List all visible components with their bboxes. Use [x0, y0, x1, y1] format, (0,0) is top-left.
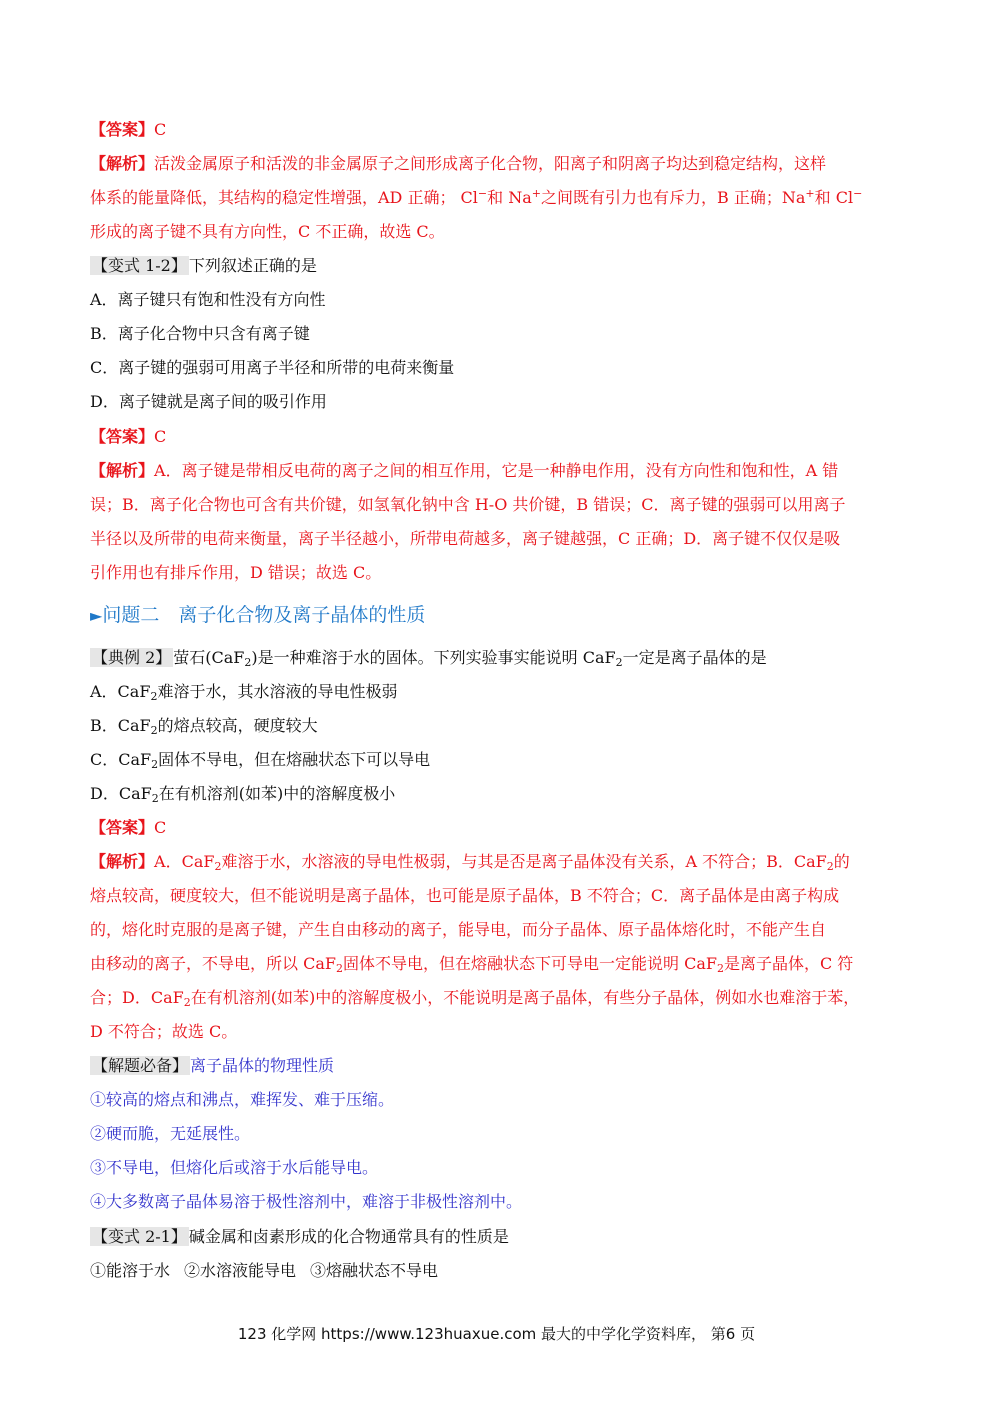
- analysis-text: 难溶于水，水溶液的导电性极弱，与其是否是离子晶体没有关系，A 不符合；B．CaF: [221, 852, 827, 871]
- subscript: 2: [151, 758, 159, 771]
- analysis-text: 合；D．CaF: [90, 988, 184, 1007]
- ion-charge: −: [853, 187, 863, 200]
- variant-2-1-question: [90, 1226, 920, 1248]
- answer-line: [90, 119, 920, 141]
- option-b: B．离子化合物中只含有离子键: [90, 324, 310, 343]
- analysis-line-4: 引作用也有排斥作用，D 错误；故选 C。: [90, 563, 382, 582]
- answer-value: C: [154, 120, 167, 139]
- analysis-text: 和 Na: [487, 188, 532, 207]
- analysis-tag: 【解析】: [90, 461, 155, 480]
- analysis-text: 体系的能量降低，其结构的稳定性增强，AD 正确； Cl: [90, 188, 478, 207]
- option-c: [90, 749, 920, 771]
- analysis-text: 固体不导电，但在熔融状态下可导电一定能说明 CaF: [342, 954, 717, 973]
- analysis-text: 由移动的离子，不导电，所以 CaF: [90, 954, 336, 973]
- example-tag: 【典例 2】: [92, 648, 172, 667]
- subscript: 2: [150, 690, 158, 703]
- option-text: C．CaF: [90, 750, 152, 769]
- option-b: [90, 715, 920, 737]
- triangle-arrow-icon: ►: [90, 606, 103, 625]
- analysis-text: 之间既有引力也有斥力，B 正确；Na: [541, 188, 806, 207]
- question-text: 萤石(CaF: [173, 648, 245, 667]
- analysis-line-1: [90, 153, 920, 175]
- answer-tag: 【答案】: [90, 427, 155, 446]
- answer-line: [90, 426, 920, 448]
- analysis-line-4: [90, 953, 920, 975]
- example-2-question: [90, 647, 920, 669]
- analysis-tag: 【解析】: [90, 154, 155, 173]
- analysis-line-1: [90, 460, 920, 482]
- essentials-item-2: ②硬而脆，无延展性。: [90, 1124, 251, 1143]
- option-a: A．离子键只有饱和性没有方向性: [90, 290, 326, 309]
- option-1: ①能溶于水: [90, 1261, 171, 1280]
- question-text: 一定是离子晶体的是: [622, 648, 767, 667]
- variant-1-2-question: [90, 255, 920, 277]
- ion-charge: −: [477, 187, 488, 200]
- essentials-title: 离子晶体的物理性质: [190, 1056, 335, 1075]
- variant-tag: 【变式 1-2】: [92, 256, 187, 275]
- essentials-item-3: ③不导电，但熔化后或溶于水后能导电。: [90, 1158, 379, 1177]
- option-text: D．CaF: [90, 784, 152, 803]
- answer-tag: 【答案】: [90, 120, 155, 139]
- section-heading: [90, 602, 425, 629]
- variant-2-1-options: [90, 1260, 920, 1282]
- subscript: 2: [615, 656, 623, 669]
- analysis-tag: 【解析】: [90, 852, 155, 871]
- analysis-text: 的: [833, 852, 850, 871]
- option-c: C．离子键的强弱可用离子半径和所带的电荷来衡量: [90, 358, 455, 377]
- option-text: B．CaF: [90, 716, 151, 735]
- option-text: 在有机溶剂(如苯)中的溶解度极小: [158, 784, 396, 803]
- variant-tag: 【变式 2-1】: [92, 1227, 187, 1246]
- subscript: 2: [826, 860, 834, 873]
- option-a: [90, 681, 920, 703]
- option-2: ②水溶液能导电: [184, 1261, 297, 1280]
- analysis-line-2: 熔点较高，硬度较大，但不能说明是离子晶体，也可能是原子晶体，B 不符合；C．离子晶体是由离子构成: [90, 886, 840, 905]
- answer-tag: 【答案】: [90, 818, 155, 837]
- question-text: 下列叙述正确的是: [188, 256, 317, 275]
- analysis-text: 活泼金属原子和活泼的非金属原子之间形成离子化合物，阳离子和阴离子均达到稳定结构，这样: [154, 154, 827, 173]
- option-text: 难溶于水，其水溶液的导电性极弱: [157, 682, 398, 701]
- subscript: 2: [716, 962, 724, 975]
- option-text: A．CaF: [90, 682, 151, 701]
- option-text: 的熔点较高，硬度较大: [157, 716, 318, 735]
- analysis-line-1: [90, 851, 920, 873]
- analysis-text: 是离子晶体，C 符: [723, 954, 854, 973]
- analysis-text: A．离子键是带相反电荷的离子之间的相互作用，它是一种静电作用，没有方向性和饱和性，A 错: [154, 461, 839, 480]
- ion-charge: +: [531, 187, 541, 200]
- subscript: 2: [244, 656, 252, 669]
- analysis-line-5: [90, 987, 920, 1009]
- question-text: )是一种难溶于水的固体。下列实验事实能说明 CaF: [251, 648, 616, 667]
- analysis-text: A．CaF: [154, 852, 215, 871]
- ion-charge: +: [805, 187, 815, 200]
- analysis-line-3: 的，熔化时克服的是离子键，产生自由移动的离子，能导电，而分子晶体、原子晶体熔化时，不能产生自: [90, 920, 827, 939]
- analysis-line-2: [90, 187, 920, 209]
- answer-value: C: [154, 818, 167, 837]
- answer-value: C: [154, 427, 167, 446]
- subscript: 2: [214, 860, 222, 873]
- subscript: 2: [151, 792, 159, 805]
- essentials-title-line: [90, 1055, 920, 1077]
- analysis-text: 和 Cl: [814, 188, 854, 207]
- option-3: ③熔融状态不导电: [310, 1261, 439, 1280]
- section-title: 问题二 离子化合物及离子晶体的性质: [102, 604, 426, 626]
- analysis-line-3: 形成的离子键不具有方向性，C 不正确，故选 C。: [90, 222, 445, 241]
- analysis-line-6: D 不符合；故选 C。: [90, 1022, 238, 1041]
- essentials-tag: 【解题必备】: [92, 1056, 189, 1075]
- subscript: 2: [150, 724, 158, 737]
- subscript: 2: [183, 996, 191, 1009]
- essentials-item-1: ①较高的熔点和沸点，难挥发、难于压缩。: [90, 1090, 395, 1109]
- option-text: 固体不导电，但在熔融状态下可以导电: [158, 750, 431, 769]
- option-d: [90, 783, 920, 805]
- option-d: D．离子键就是离子间的吸引作用: [90, 392, 327, 411]
- question-text: 碱金属和卤素形成的化合物通常具有的性质是: [188, 1227, 509, 1246]
- analysis-line-3: 半径以及所带的电荷来衡量，离子半径越小，所带电荷越多，离子键越强，C 正确；D．离子键不仅仅是吸: [90, 529, 841, 548]
- analysis-text: 在有机溶剂(如苯)中的溶解度极小，不能说明是离子晶体，有些分子晶体，例如水也难溶于苯，: [190, 988, 860, 1007]
- essentials-item-4: ④大多数离子晶体易溶于极性溶剂中，难溶于非极性溶剂中。: [90, 1192, 523, 1211]
- analysis-line-2: 误；B．离子化合物也可含有共价键，如氢氧化钠中含 H-O 共价键，B 错误；C．离子键的强弱可以用离子: [90, 495, 846, 514]
- page-footer: 123 化学网 https://www.123huaxue.com 最大的中学化学资料库， 第6 页: [237, 1325, 756, 1343]
- subscript: 2: [335, 962, 343, 975]
- answer-line: [90, 817, 920, 839]
